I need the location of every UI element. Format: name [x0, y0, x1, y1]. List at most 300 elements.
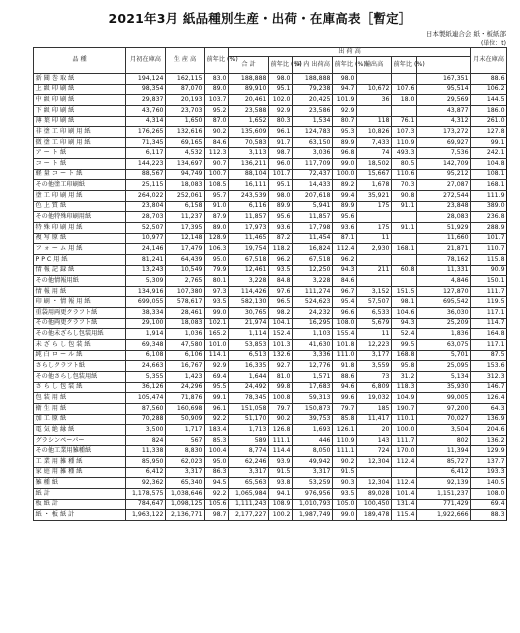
value-cell: 90.3	[333, 478, 357, 489]
value-cell: 160,698	[166, 403, 205, 414]
value-cell: 1,178,575	[126, 488, 166, 499]
value-cell: 35,930	[417, 382, 471, 393]
value-cell	[357, 105, 392, 116]
value-cell: 168.8	[392, 350, 417, 361]
value-cell: 117,709	[293, 159, 333, 170]
value-cell: 110.6	[392, 169, 417, 180]
value-cell: 17,798	[293, 222, 333, 233]
product-name-cell: フ ォ ー ム 用 紙	[34, 244, 126, 255]
value-cell: 11,857	[293, 212, 333, 223]
value-cell: 152.4	[269, 329, 293, 340]
value-cell: 110.9	[392, 137, 417, 148]
value-cell: 99.8	[269, 382, 293, 393]
value-cell: 98.0	[333, 74, 357, 85]
value-cell: 5,941	[293, 201, 333, 212]
value-cell: 96.8	[333, 148, 357, 159]
value-cell: 1,103	[293, 329, 333, 340]
product-name-cell: その他工業用雑種紙	[34, 446, 126, 457]
value-cell: 5,679	[357, 318, 392, 329]
value-cell: 13,243	[126, 265, 166, 276]
value-cell: 2,136,771	[166, 510, 205, 521]
value-cell: 143	[357, 435, 392, 446]
value-cell: 6,108	[126, 350, 166, 361]
value-cell: 88.3	[471, 510, 507, 521]
value-cell: 108.9	[269, 499, 293, 510]
value-cell: 193.3	[471, 467, 507, 478]
value-cell: 92,139	[417, 478, 471, 489]
table-row	[34, 499, 507, 510]
value-cell	[392, 233, 417, 244]
product-name-cell: 色 上 質 紙	[34, 201, 126, 212]
value-cell: 115.8	[471, 254, 507, 265]
product-name-cell: 特 殊 印 刷 用 紙	[34, 222, 126, 233]
value-cell: 135,609	[229, 127, 269, 138]
product-name-cell: 非 塗 工 印 刷 用 紙	[34, 127, 126, 138]
value-cell: 153.6	[471, 361, 507, 372]
value-cell	[392, 74, 417, 85]
value-cell: 69.4	[471, 499, 507, 510]
value-cell: 95.3	[333, 127, 357, 138]
value-cell: 389.0	[471, 201, 507, 212]
value-cell: 87,070	[166, 84, 205, 95]
value-cell: 446	[293, 435, 333, 446]
value-cell: 24,663	[126, 361, 166, 372]
value-cell: 90.2	[205, 127, 229, 138]
header-domestic: 国 内 出荷高	[293, 57, 333, 74]
table-row	[34, 478, 507, 489]
value-cell: 28,461	[166, 308, 205, 319]
product-name-cell: 上 級 印 刷 紙	[34, 84, 126, 95]
value-cell: 127.8	[471, 127, 507, 138]
value-cell: 23,848	[417, 201, 471, 212]
value-cell: 567	[166, 435, 205, 446]
value-cell: 118	[357, 116, 392, 127]
value-cell: 90.2	[269, 414, 293, 425]
value-cell: 162,115	[166, 74, 205, 85]
table-row	[34, 340, 507, 351]
value-cell: 15,667	[357, 169, 392, 180]
value-cell: 1,987,749	[293, 510, 333, 521]
value-cell: 104.6	[392, 308, 417, 319]
value-cell: 80.1	[205, 276, 229, 287]
table-row	[34, 393, 507, 404]
value-cell: 71,345	[126, 137, 166, 148]
value-cell: 51,170	[229, 414, 269, 425]
value-cell: 87.9	[205, 212, 229, 223]
product-name-cell: 複 写 原 紙	[34, 233, 126, 244]
value-cell: 4,846	[417, 276, 471, 287]
value-cell: 93.5	[269, 265, 293, 276]
value-cell: 7,433	[357, 137, 392, 148]
value-cell: 11,338	[126, 446, 166, 457]
report-title: 2021年3月 紙品種別生産・出荷・在庫高表［暫定］	[108, 11, 412, 26]
value-cell: 98.7	[269, 148, 293, 159]
value-cell: 91.5	[333, 467, 357, 478]
value-cell: 695,542	[417, 297, 471, 308]
value-cell: 11	[357, 233, 392, 244]
table-row	[34, 361, 507, 372]
value-cell: 11	[357, 329, 392, 340]
value-cell: 50,909	[166, 414, 205, 425]
value-cell: 186.0	[471, 105, 507, 116]
value-cell: 236.8	[471, 212, 507, 223]
value-cell: 188,888	[293, 74, 333, 85]
table-row	[34, 74, 507, 85]
header-product: 品 種	[34, 48, 126, 74]
value-cell: 578,617	[166, 297, 205, 308]
value-cell: 64.3	[471, 403, 507, 414]
header-export: 輸出高	[357, 57, 392, 74]
value-cell: 1,678	[357, 180, 392, 191]
value-cell: 189,478	[357, 510, 392, 521]
value-cell: 272,544	[417, 191, 471, 202]
value-cell: 96.5	[269, 297, 293, 308]
value-cell: 119.5	[471, 297, 507, 308]
value-cell: 90.7	[205, 159, 229, 170]
value-cell: 101.8	[333, 340, 357, 351]
value-cell: 261.0	[471, 116, 507, 127]
value-cell: 96.0	[269, 159, 293, 170]
value-cell: 92.9	[205, 361, 229, 372]
value-cell: 824	[126, 435, 166, 446]
value-cell: 144,223	[126, 159, 166, 170]
value-cell: 79.7	[269, 403, 293, 414]
value-cell: 8,830	[166, 446, 205, 457]
value-cell: 99.4	[333, 191, 357, 202]
value-cell: 70.3	[392, 180, 417, 191]
value-cell: 95.7	[205, 191, 229, 202]
value-cell: 111.0	[333, 350, 357, 361]
value-cell: 63,075	[417, 340, 471, 351]
value-cell: 24,232	[293, 308, 333, 319]
table-row	[34, 137, 507, 148]
value-cell: 17,683	[293, 382, 333, 393]
value-cell: 96.7	[333, 286, 357, 297]
table-row	[34, 201, 507, 212]
value-cell: 39,753	[293, 414, 333, 425]
value-cell: 65,340	[166, 478, 205, 489]
value-cell: 78,162	[417, 254, 471, 265]
value-cell: 140.5	[471, 478, 507, 489]
value-cell: 67,518	[229, 254, 269, 265]
product-name-cell: 包 装 用 紙	[34, 393, 126, 404]
value-cell: 1,423	[166, 371, 205, 382]
value-cell: 136.9	[471, 414, 507, 425]
value-cell: 92.9	[333, 105, 357, 116]
value-cell: 136,211	[229, 159, 269, 170]
value-cell: 1,151,237	[417, 488, 471, 499]
value-cell: 78,345	[229, 393, 269, 404]
value-cell: 115.4	[392, 510, 417, 521]
value-cell: 97.6	[269, 286, 293, 297]
value-cell: 242.1	[471, 148, 507, 159]
value-cell: 132,616	[166, 127, 205, 138]
value-cell: 101.0	[205, 340, 229, 351]
value-cell: 90.2	[333, 457, 357, 468]
value-cell: 1,652	[229, 116, 269, 127]
value-cell: 1,922,666	[417, 510, 471, 521]
table-row	[34, 222, 507, 233]
value-cell	[357, 212, 392, 223]
value-cell: 146.7	[471, 382, 507, 393]
table-row	[34, 159, 507, 170]
value-cell: 112.4	[392, 457, 417, 468]
value-cell: 83.0	[205, 74, 229, 85]
value-cell: 243,539	[229, 191, 269, 202]
value-cell: 11,417	[357, 414, 392, 425]
product-name-cell: 微 塗 工 印 刷 用 紙	[34, 137, 126, 148]
product-name-cell: その他情報用紙	[34, 276, 126, 287]
value-cell: 100,450	[357, 499, 392, 510]
value-cell: 38,334	[126, 308, 166, 319]
value-cell: 86.3	[205, 467, 229, 478]
value-cell	[357, 74, 392, 85]
value-cell: 36	[357, 95, 392, 106]
value-cell: 100.2	[269, 510, 293, 521]
product-name-cell: 紙 ・ 板 紙 計	[34, 510, 126, 521]
value-cell: 165.2	[205, 329, 229, 340]
product-name-cell: P P C 用 紙	[34, 254, 126, 265]
publisher-label: 日本製紙連合会 紙・板紙部	[425, 30, 506, 38]
product-name-cell: 重袋用両更クラフト紙	[34, 308, 126, 319]
value-cell: 79,238	[293, 84, 333, 95]
value-cell: 94.7	[333, 84, 357, 95]
value-cell: 14,433	[293, 180, 333, 191]
value-cell: 12,776	[293, 361, 333, 372]
value-cell: 24,296	[166, 382, 205, 393]
value-cell: 99.6	[333, 393, 357, 404]
value-cell: 95.4	[333, 297, 357, 308]
value-cell: 91.1	[392, 201, 417, 212]
value-cell: 87.2	[269, 233, 293, 244]
value-cell: 101.3	[269, 340, 293, 351]
value-cell: 194,124	[126, 74, 166, 85]
value-cell: 164.8	[471, 329, 507, 340]
table-row	[34, 127, 507, 138]
product-name-cell: 板 紙 計	[34, 499, 126, 510]
value-cell: 35,921	[357, 191, 392, 202]
value-cell: 99,005	[417, 393, 471, 404]
table-row	[34, 457, 507, 468]
value-cell	[392, 212, 417, 223]
table-row	[34, 84, 507, 95]
value-cell: 96.1	[269, 127, 293, 138]
table-row	[34, 297, 507, 308]
value-cell: 190.7	[392, 403, 417, 414]
value-cell: 36,126	[126, 382, 166, 393]
value-cell: 1,114	[229, 329, 269, 340]
product-name-cell: 薄 葉 印 刷 紙	[34, 116, 126, 127]
value-cell: 5,309	[126, 276, 166, 287]
product-name-cell: 印 刷 ・ 情 報 用 紙	[34, 297, 126, 308]
value-cell: 105.0	[333, 499, 357, 510]
value-cell: 95,212	[417, 169, 471, 180]
table-row	[34, 382, 507, 393]
product-name-cell: 家 庭 用 雑 種 紙	[34, 467, 126, 478]
value-cell: 96.2	[269, 254, 293, 265]
value-cell: 65,563	[229, 478, 269, 489]
product-name-cell: その他特殊印刷用紙	[34, 212, 126, 223]
value-cell: 101.7	[269, 169, 293, 180]
value-cell: 72,437	[293, 169, 333, 180]
value-cell: 111.1	[269, 435, 293, 446]
value-cell: 100.0	[333, 169, 357, 180]
value-cell: 12,304	[357, 457, 392, 468]
value-cell: 19,754	[229, 244, 269, 255]
value-cell: 104.1	[269, 318, 293, 329]
table-row	[34, 254, 507, 265]
value-cell: 11,237	[166, 212, 205, 223]
value-cell: 94.3	[392, 318, 417, 329]
table-row	[34, 308, 507, 319]
value-cell: 10,826	[357, 127, 392, 138]
value-cell: 108.5	[205, 180, 229, 191]
value-cell: 99.1	[471, 137, 507, 148]
value-cell: 288.9	[471, 222, 507, 233]
value-cell: 124,783	[293, 127, 333, 138]
value-cell: 3,036	[293, 148, 333, 159]
value-cell: 8,050	[293, 446, 333, 457]
value-cell: 94.6	[333, 382, 357, 393]
value-cell: 85.3	[205, 435, 229, 446]
value-cell: 103.7	[205, 95, 229, 106]
value-cell: 88,104	[229, 169, 269, 180]
value-cell: 118.2	[269, 244, 293, 255]
value-cell: 11,660	[417, 233, 471, 244]
value-cell: 150.1	[471, 276, 507, 287]
value-cell: 6,809	[357, 382, 392, 393]
value-cell: 150,873	[293, 403, 333, 414]
value-cell	[357, 254, 392, 265]
value-cell: 29,569	[417, 95, 471, 106]
value-cell: 20,461	[229, 95, 269, 106]
value-cell: 96.1	[205, 403, 229, 414]
value-cell: 1,713	[229, 425, 269, 436]
value-cell: 93.8	[269, 478, 293, 489]
value-cell: 5,134	[417, 371, 471, 382]
value-cell: 88.6	[333, 371, 357, 382]
value-cell: 52,507	[126, 222, 166, 233]
value-cell: 89.9	[333, 137, 357, 148]
value-cell: 93.5	[333, 488, 357, 499]
value-cell: 111.1	[333, 446, 357, 457]
value-cell: 89.2	[333, 180, 357, 191]
value-cell: 10,977	[126, 233, 166, 244]
table-row	[34, 148, 507, 159]
value-cell: 93.6	[333, 222, 357, 233]
value-cell: 1,693	[293, 425, 333, 436]
table-row	[34, 350, 507, 361]
value-cell: 12,250	[293, 265, 333, 276]
value-cell: 12,223	[357, 340, 392, 351]
value-cell: 89.0	[205, 222, 229, 233]
value-cell: 114.1	[205, 350, 229, 361]
value-cell: 108.0	[333, 318, 357, 329]
value-cell: 92.7	[269, 361, 293, 372]
product-name-cell: 情 報 記 録 紙	[34, 265, 126, 276]
value-cell: 92.2	[205, 414, 229, 425]
value-cell: 12,304	[357, 478, 392, 489]
product-name-cell: その他両更クラフト紙	[34, 318, 126, 329]
value-cell: 29,100	[126, 318, 166, 329]
value-cell: 85.8	[333, 414, 357, 425]
value-cell: 104.9	[392, 393, 417, 404]
value-cell: 1,963,122	[126, 510, 166, 521]
value-cell: 95.0	[205, 254, 229, 265]
header-export-yoy: 前年比 (%)	[392, 57, 417, 74]
value-cell: 11,331	[417, 265, 471, 276]
value-cell: 3,317	[293, 467, 333, 478]
value-cell: 7,536	[417, 148, 471, 159]
table-row	[34, 180, 507, 191]
value-cell: 252,061	[166, 191, 205, 202]
header-total-yoy: 前年比 (%)	[269, 57, 293, 74]
value-cell: 129.9	[471, 446, 507, 457]
value-cell: 89,910	[229, 84, 269, 95]
value-cell: 175	[357, 201, 392, 212]
value-cell: 134,697	[166, 159, 205, 170]
value-cell: 25,115	[126, 180, 166, 191]
value-cell: 188,888	[229, 74, 269, 85]
value-cell: 49,942	[293, 457, 333, 468]
value-cell: 17,973	[229, 222, 269, 233]
value-cell: 16,767	[166, 361, 205, 372]
table-row	[34, 286, 507, 297]
value-cell: 47,580	[166, 340, 205, 351]
table-row	[34, 169, 507, 180]
value-cell: 18,083	[166, 318, 205, 329]
value-cell: 91.7	[269, 137, 293, 148]
product-name-cell: 軽 量 コ ー ト 紙	[34, 169, 126, 180]
value-cell: 30,765	[229, 308, 269, 319]
value-cell: 101.9	[333, 95, 357, 106]
value-cell: 6,106	[166, 350, 205, 361]
value-cell: 107.3	[392, 127, 417, 138]
value-cell: 70,288	[126, 414, 166, 425]
value-cell: 1,650	[166, 116, 205, 127]
value-cell: 108.0	[471, 488, 507, 499]
value-cell: 97,200	[417, 403, 471, 414]
value-cell: 168.1	[471, 180, 507, 191]
header-production: 生 産 高	[166, 48, 205, 74]
value-cell: 80.7	[333, 116, 357, 127]
value-cell: 110.9	[333, 435, 357, 446]
product-name-cell: その他未ざらし包装用紙	[34, 329, 126, 340]
table-row	[34, 105, 507, 116]
value-cell: 76.1	[392, 116, 417, 127]
value-cell: 126.8	[269, 425, 293, 436]
value-cell: 105,474	[126, 393, 166, 404]
value-cell: 64,439	[166, 254, 205, 265]
value-cell: 118.3	[392, 382, 417, 393]
value-cell: 110.7	[471, 244, 507, 255]
value-cell: 94.5	[205, 478, 229, 489]
value-cell: 84.8	[269, 276, 293, 287]
value-cell: 96.6	[333, 308, 357, 319]
value-cell: 100.4	[205, 446, 229, 457]
value-cell: 95.8	[392, 361, 417, 372]
value-cell: 18,502	[357, 159, 392, 170]
value-cell: 89.0	[205, 84, 229, 95]
value-cell: 155.4	[333, 329, 357, 340]
value-cell: 100.0	[392, 425, 417, 436]
product-name-cell: 電 気 絶 縁 紙	[34, 425, 126, 436]
value-cell: 976,956	[293, 488, 333, 499]
value-cell: 167,351	[417, 74, 471, 85]
value-cell: 99.0	[333, 159, 357, 170]
value-cell: 28,083	[417, 212, 471, 223]
value-cell: 11,394	[417, 446, 471, 457]
